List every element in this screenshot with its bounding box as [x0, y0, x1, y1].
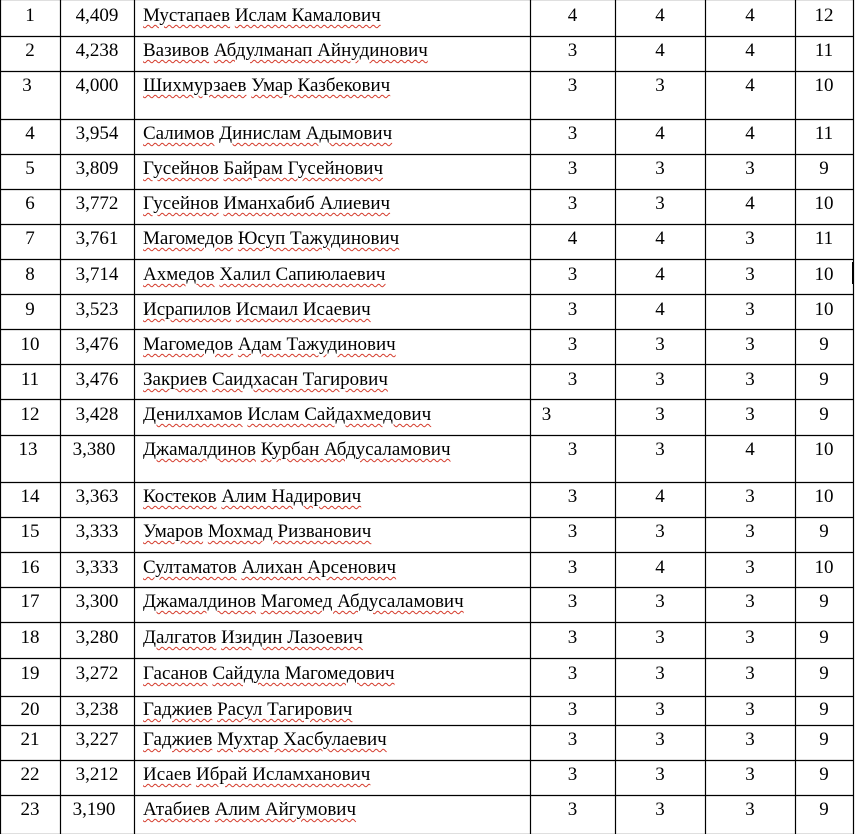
student-name-cell: [143, 487, 361, 507]
row-number-cell: 15: [20, 521, 40, 542]
surname: Гасанов: [143, 663, 208, 684]
grade-1-cell: 3: [567, 627, 578, 648]
student-name-cell: [143, 229, 399, 249]
grade-1-cell: 3: [567, 369, 578, 390]
score-cell: 3,280: [75, 627, 119, 648]
total-score-cell: 9: [819, 334, 829, 355]
grade-1-cell: 4: [567, 228, 578, 249]
grade-3-cell: 3: [745, 299, 755, 320]
total-score-cell: 9: [819, 764, 829, 785]
grade-3-cell: 3: [745, 799, 755, 820]
grade-1-cell: 3: [541, 404, 552, 425]
grade-3-cell: 3: [745, 729, 755, 750]
grade-2-cell: 3: [655, 369, 665, 390]
total-score-cell: 11: [814, 228, 834, 249]
row-number-cell: 16: [20, 557, 40, 578]
grade-2-cell: 3: [655, 591, 665, 612]
student-name-cell: [143, 300, 371, 320]
score-cell: 3,300: [75, 591, 119, 612]
grade-3-cell: 4: [745, 193, 755, 214]
grade-1-cell: 3: [567, 729, 578, 750]
grade-3-cell: 3: [745, 591, 755, 612]
grade-2-cell: 4: [655, 264, 665, 285]
score-cell: 3,212: [75, 764, 119, 785]
grade-3-cell: 4: [745, 75, 755, 96]
student-name-cell: [143, 335, 396, 355]
grade-3-cell: 4: [745, 439, 755, 460]
grade-3-cell: 4: [745, 123, 755, 144]
student-name-cell: [143, 159, 383, 179]
score-cell: 3,333: [75, 557, 119, 578]
score-cell: 3,714: [75, 264, 119, 285]
given-names: Алим Надирович: [221, 486, 362, 507]
student-name-cell: [143, 800, 356, 820]
grade-1-cell: 3: [567, 663, 578, 684]
score-cell: 4,238: [75, 40, 119, 61]
grade-1-cell: 3: [567, 799, 578, 820]
row-number-cell: 18: [20, 627, 40, 648]
given-names: Юсуп Тажудинович: [237, 228, 400, 249]
score-cell: 3,428: [75, 404, 119, 425]
grade-3-cell: 3: [745, 699, 755, 720]
row-number-cell: 22: [20, 764, 40, 785]
row-number-cell: 13: [18, 439, 38, 460]
student-name-cell: [143, 558, 396, 578]
surname: Ахмедов: [143, 264, 215, 285]
total-score-cell: 12: [814, 5, 834, 26]
grade-2-cell: 3: [655, 764, 665, 785]
row-number-cell: 20: [20, 699, 40, 720]
surname: Магомедов: [143, 228, 234, 249]
grade-2-cell: 3: [655, 699, 665, 720]
total-score-cell: 9: [819, 663, 829, 684]
student-name-cell: [143, 765, 370, 785]
given-names: Курбан Абдусаламович: [260, 439, 451, 460]
score-cell: 3,809: [75, 158, 119, 179]
total-score-cell: 9: [819, 799, 829, 820]
given-names: Иманхабиб Алиевич: [223, 193, 391, 214]
score-cell: 3,476: [75, 369, 119, 390]
row-number-cell: 10: [20, 334, 40, 355]
student-name-cell: [143, 41, 428, 61]
surname: Гаджиев: [143, 729, 213, 750]
given-names: Абдулманап Айнудинович: [213, 40, 428, 61]
surname: Султаматов: [143, 557, 237, 578]
student-name-cell: [143, 628, 363, 648]
grade-2-cell: 3: [655, 75, 665, 96]
given-names: Мухтар Хасбулаевич: [217, 729, 387, 750]
surname: Джамалдинов: [143, 591, 256, 612]
row-number-cell: 17: [20, 591, 40, 612]
given-names: Динислам Адымович: [219, 123, 393, 144]
grade-2-cell: 4: [655, 557, 665, 578]
given-names: Халил Сапиюлаевич: [219, 264, 386, 285]
total-score-cell: 11: [814, 123, 834, 144]
grade-3-cell: 3: [745, 521, 755, 542]
grade-2-cell: 3: [655, 799, 665, 820]
grade-2-cell: 3: [655, 334, 665, 355]
grade-3-cell: 3: [745, 404, 755, 425]
grade-1-cell: 3: [567, 264, 578, 285]
row-number-cell: 12: [20, 404, 40, 425]
grade-3-cell: 4: [745, 40, 755, 61]
given-names: Ислам Камалович: [234, 5, 381, 26]
score-cell: 3,363: [75, 486, 119, 507]
total-score-cell: 10: [814, 486, 834, 507]
grade-2-cell: 4: [655, 40, 665, 61]
score-cell: 3,190: [72, 799, 116, 820]
given-names: Сайдула Магомедович: [212, 663, 395, 684]
given-names: Саидхасан Тагирович: [212, 369, 388, 390]
grade-2-cell: 3: [655, 158, 665, 179]
grade-1-cell: 3: [567, 439, 578, 460]
total-score-cell: 9: [819, 627, 829, 648]
row-number-cell: 14: [20, 486, 40, 507]
student-name-cell: [143, 730, 387, 750]
grade-2-cell: 4: [655, 299, 665, 320]
score-cell: 3,333: [75, 521, 119, 542]
surname: Денилхамов: [143, 404, 243, 425]
surname: Закриев: [143, 369, 208, 390]
surname: Магомедов: [143, 334, 234, 355]
grade-3-cell: 3: [745, 663, 755, 684]
row-number-cell: 4: [25, 123, 35, 144]
total-score-cell: 10: [814, 557, 834, 578]
surname: Гусейнов: [143, 193, 219, 214]
grade-3-cell: 3: [745, 334, 755, 355]
given-names: Расул Тагирович: [217, 699, 353, 720]
grade-3-cell: 3: [745, 158, 755, 179]
grade-3-cell: 3: [745, 264, 755, 285]
grade-3-cell: 3: [745, 228, 755, 249]
grade-3-cell: 3: [745, 486, 755, 507]
surname: Костеков: [143, 486, 217, 507]
total-score-cell: 11: [814, 40, 834, 61]
student-name-cell: [143, 370, 388, 390]
grade-2-cell: 4: [655, 123, 665, 144]
grade-2-cell: 3: [655, 627, 665, 648]
total-score-cell: 9: [819, 699, 829, 720]
score-cell: 3,238: [75, 699, 119, 720]
row-number-cell: 11: [20, 369, 40, 390]
student-name-cell: [143, 592, 464, 612]
student-name-cell: [143, 700, 352, 720]
surname: Вазивов: [143, 40, 210, 61]
student-name-cell: [143, 76, 390, 96]
grade-1-cell: 3: [567, 699, 578, 720]
grade-1-cell: 3: [567, 299, 578, 320]
surname: Салимов: [143, 123, 215, 144]
score-cell: 3,380: [72, 439, 116, 460]
row-number-cell: 23: [20, 799, 40, 820]
grade-3-cell: 4: [745, 5, 755, 26]
total-score-cell: 10: [814, 439, 834, 460]
score-cell: 3,523: [75, 299, 119, 320]
grade-1-cell: 3: [567, 40, 578, 61]
given-names: Изидин Лазоевич: [221, 627, 363, 648]
given-names: Ибрай Исламханович: [195, 764, 371, 785]
surname: Джамалдинов: [143, 439, 256, 460]
total-score-cell: 10: [814, 264, 834, 285]
row-number-cell: 5: [25, 158, 35, 179]
grade-3-cell: 3: [745, 627, 755, 648]
total-score-cell: 10: [814, 75, 834, 96]
surname: Умаров: [143, 521, 204, 542]
grade-2-cell: 4: [655, 228, 665, 249]
given-names: Магомед Абдусаламович: [260, 591, 464, 612]
score-cell: 3,476: [75, 334, 119, 355]
student-name-cell: [143, 194, 390, 214]
text-cursor: [852, 262, 853, 284]
grade-2-cell: 3: [655, 193, 665, 214]
grade-1-cell: 3: [567, 123, 578, 144]
total-score-cell: 9: [819, 521, 829, 542]
grade-2-cell: 4: [655, 486, 665, 507]
row-number-cell: 7: [25, 228, 35, 249]
grade-2-cell: 3: [655, 729, 665, 750]
score-cell: 3,272: [75, 663, 119, 684]
score-cell: 3,761: [75, 228, 119, 249]
grade-1-cell: 4: [567, 5, 578, 26]
score-cell: 3,227: [75, 729, 119, 750]
student-name-cell: [143, 440, 451, 460]
grade-1-cell: 3: [567, 591, 578, 612]
total-score-cell: 9: [819, 369, 829, 390]
grade-3-cell: 3: [745, 557, 755, 578]
grade-2-cell: 3: [655, 663, 665, 684]
grade-1-cell: 3: [567, 486, 578, 507]
row-number-cell: 9: [25, 299, 35, 320]
grade-2-cell: 4: [655, 5, 665, 26]
given-names: Умар Казбекович: [251, 75, 391, 96]
grade-2-cell: 3: [655, 439, 665, 460]
given-names: Ислам Сайдахмедович: [247, 404, 432, 425]
given-names: Мохмад Ризванович: [207, 521, 372, 542]
given-names: Исмаил Исаевич: [235, 299, 371, 320]
given-names: Адам Тажудинович: [237, 334, 396, 355]
total-score-cell: 9: [819, 591, 829, 612]
score-cell: 3,772: [75, 193, 119, 214]
student-name-cell: [143, 124, 392, 144]
grade-3-cell: 3: [745, 369, 755, 390]
total-score-cell: 9: [819, 729, 829, 750]
student-name-cell: [143, 664, 395, 684]
total-score-cell: 10: [814, 193, 834, 214]
grade-1-cell: 3: [567, 764, 578, 785]
row-number-cell: 2: [25, 40, 35, 61]
surname: Мустапаев: [143, 5, 231, 26]
surname: Гаджиев: [143, 699, 213, 720]
row-number-cell: 1: [25, 5, 35, 26]
score-cell: 4,000: [75, 75, 119, 96]
surname: Атабиев: [143, 799, 210, 820]
given-names: Алим Айгумович: [214, 799, 357, 820]
surname: Исрапилов: [143, 299, 232, 320]
grade-1-cell: 3: [567, 193, 578, 214]
row-number-cell: 21: [20, 729, 40, 750]
student-name-cell: [143, 265, 386, 285]
total-score-cell: 10: [814, 299, 834, 320]
row-number-cell: 8: [25, 264, 35, 285]
grade-1-cell: 3: [567, 557, 578, 578]
grade-1-cell: 3: [567, 334, 578, 355]
grade-2-cell: 3: [655, 404, 665, 425]
student-name-cell: [143, 522, 371, 542]
surname: Далгатов: [143, 627, 217, 648]
total-score-cell: 9: [819, 404, 829, 425]
total-score-cell: 9: [819, 158, 829, 179]
grade-1-cell: 3: [567, 158, 578, 179]
score-cell: 3,954: [75, 123, 119, 144]
given-names: Байрам Гусейнович: [223, 158, 384, 179]
score-cell: 4,409: [75, 5, 119, 26]
given-names: Алихан Арсенович: [241, 557, 397, 578]
student-name-cell: [143, 405, 431, 425]
surname: Гусейнов: [143, 158, 219, 179]
grade-2-cell: 3: [655, 521, 665, 542]
student-name-cell: [143, 6, 381, 26]
grade-1-cell: 3: [567, 521, 578, 542]
grade-3-cell: 3: [745, 764, 755, 785]
surname: Исаев: [143, 764, 192, 785]
row-number-cell: 3: [22, 75, 32, 96]
grade-1-cell: 3: [567, 75, 578, 96]
row-number-cell: 19: [20, 663, 40, 684]
surname: Шихмурзаев: [143, 75, 247, 96]
row-number-cell: 6: [25, 193, 35, 214]
